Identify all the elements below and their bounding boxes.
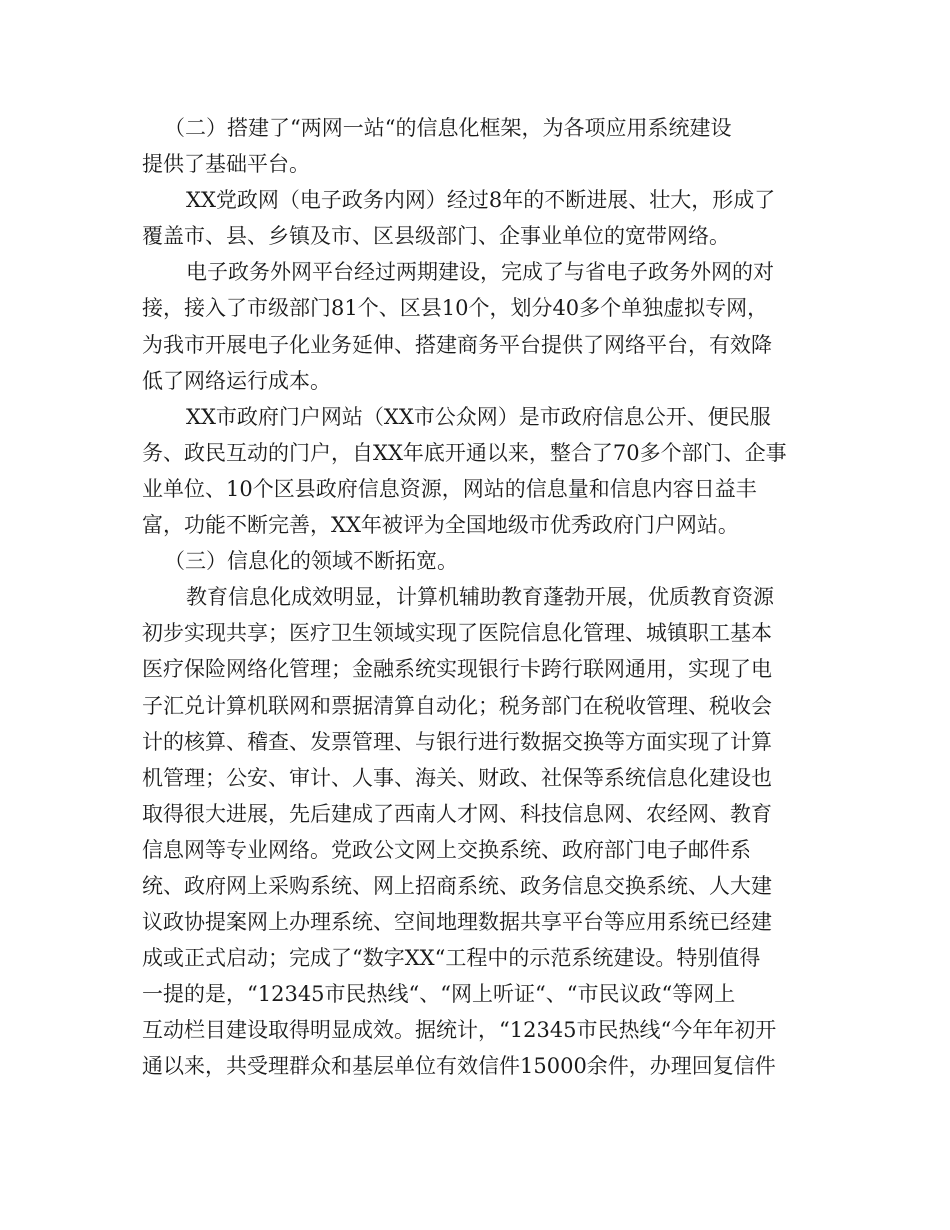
text-line: 低了网络运行成本。 <box>142 368 331 393</box>
text-line: 务、政民互动的门户，自XX年底开通以来，整合了70多个部门、企事 <box>142 440 787 465</box>
text-line: 一提的是，“12345市民热线“、“网上听证“、“市民议政“等网上 <box>142 982 736 1007</box>
text-line: 初步实现共享；医疗卫生领域实现了医院信息化管理、城镇职工基本 <box>142 621 772 646</box>
text-line: 信息网等专业网络。党政公文网上交换系统、政府部门电子邮件系 <box>142 837 751 862</box>
text-line: 议政协提案网上办理系统、空间地理数据共享平台等应用系统已经建 <box>142 910 772 935</box>
text-line: 计的核算、稽查、发票管理、与银行进行数据交换等方面实现了计算 <box>142 729 772 754</box>
text-line: 接，接入了市级部门81个、区县10个，划分40多个单独虚拟专网， <box>142 296 769 321</box>
document-body <box>142 110 812 1085</box>
text-line: 为我市开展电子化业务延伸、搭建商务平台提供了网络平台，有效降 <box>142 332 772 357</box>
paragraph-start: XX党政网（电子政务内网）经过8年的不断进展、壮大，形成了 <box>186 188 776 213</box>
text-line: 统、政府网上采购系统、网上招商系统、政务信息交换系统、人大建 <box>142 873 772 898</box>
text-line: 富，功能不断完善，XX年被评为全国地级市优秀政府门户网站。 <box>142 513 739 538</box>
text-line: 取得很大进展，先后建成了西南人才网、科技信息网、农经网、教育 <box>142 801 772 826</box>
text-line: 覆盖市、县、乡镇及市、区县级部门、企事业单位的宽带网络。 <box>142 224 730 249</box>
text-line: 成或正式启动；完成了“数字XX“工程中的示范系统建设。特别值得 <box>142 946 761 971</box>
text-line: 业单位、10个区县政府信息资源，网站的信息量和信息内容日益丰 <box>142 476 757 501</box>
text-line: 医疗保险网络化管理；金融系统实现银行卡跨行联网通用，实现了电 <box>142 657 772 682</box>
text-line: 通以来，共受理群众和基层单位有效信件15000余件，办理回复信件 <box>142 1054 776 1079</box>
text-line: 子汇兑计算机联网和票据清算自动化；税务部门在税收管理、税收会 <box>142 693 772 718</box>
text-line: 机管理；公安、审计、人事、海关、财政、社保等系统信息化建设也 <box>142 765 772 790</box>
section-heading-3: （三）信息化的领域不断拓宽。 <box>164 549 458 574</box>
paragraph-start: 教育信息化成效明显，计算机辅助教育蓬勃开展，优质教育资源 <box>186 585 774 610</box>
paragraph-start: XX市政府门户网站（XX市公众网）是市政府信息公开、便民服 <box>186 404 771 429</box>
text-line: 互动栏目建设取得明显成效。据统计，“12345市民热线“今年年初开 <box>142 1018 777 1043</box>
paragraph-start: 电子政务外网平台经过两期建设，完成了与省电子政务外网的对 <box>186 260 774 285</box>
text-line: 提供了基础平台。 <box>142 152 310 177</box>
section-heading-2: （二）搭建了“两网一站“的信息化框架，为各项应用系统建设 <box>164 116 732 140</box>
